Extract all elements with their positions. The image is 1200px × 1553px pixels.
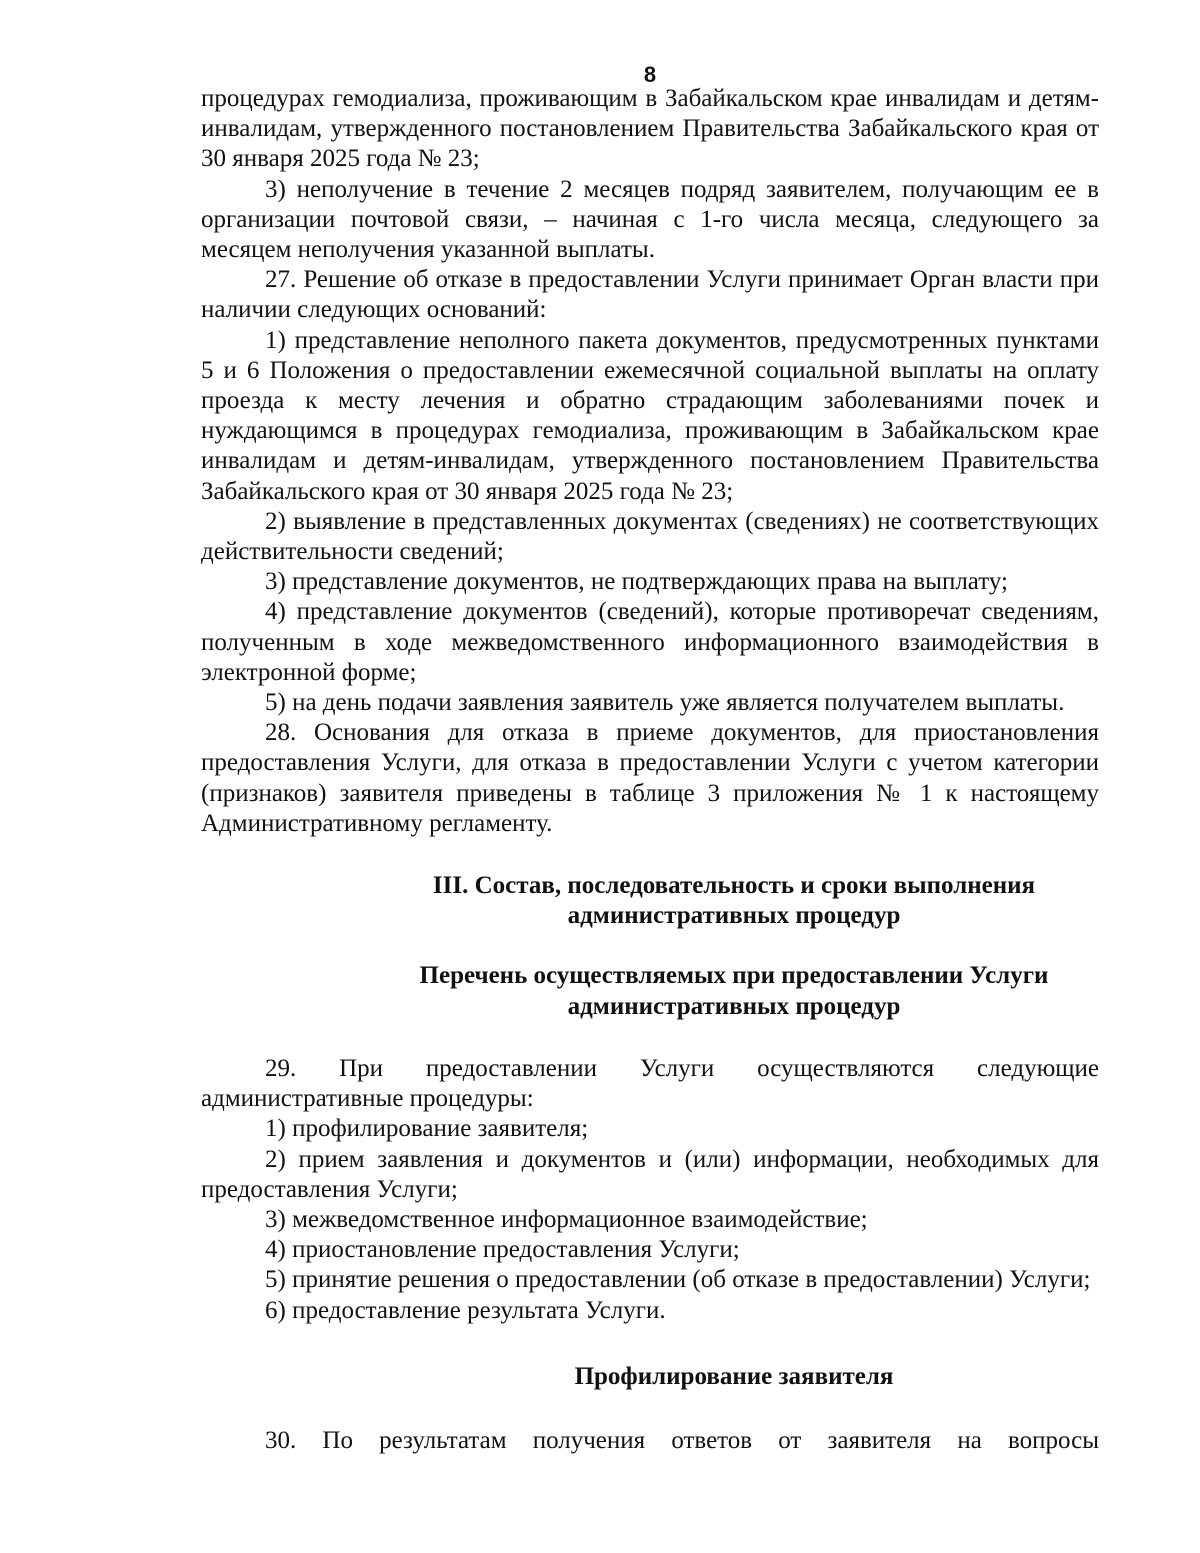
section-heading-line: административных процедур [567,902,901,930]
subsection-heading-line: административных процедур [567,992,901,1020]
document-body [201,84,1099,1456]
section-heading [201,871,1099,931]
paragraph: 29. При предоставлении Услуги осуществляются следующие административные процедуры: [201,1054,1099,1113]
paragraph: 30. По результатам получения ответов от заявителя на вопросы [265,1426,1099,1454]
paragraph: 2) выявление в представленных документах (сведениях) не соответствующих действительности сведений; [201,507,1099,566]
paragraph: 3) неполучение в течение 2 месяцев подряд заявителем, получающим ее в организации почтовой связи, – начиная с 1-го числа месяца, следующего за месяцем неполучения указанной выплаты. [201,175,1099,264]
subsection-heading-line: Перечень осуществляемых при предоставлении Услуги [419,962,1049,990]
profiling-heading-text: Профилирование заявителя [574,1362,894,1390]
paragraph: 27. Решение об отказе в предоставлении Услуги принимает Орган власти при наличии следующих оснований: [201,266,1099,324]
list-item: 6) предоставление результата Услуги. [265,1296,666,1324]
profiling-heading [201,1362,1099,1392]
list-item: 5) принятие решения о предоставлении (об отказе в предоставлении) Услуги; [265,1266,1091,1294]
paragraph: 1) представление неполного пакета документов, предусмотренных пунктами 5 и 6 Положения о предоставлении ежемесячной социальной выплаты на оплату проезда к месту лечения и обратно страдающим заболеваниями почек и нуждающимся в процедурах гемодиализа, проживающим в Забайкальском крае инвалидам и детям-инвалидам, утвержденного постановлением Правительства Забайкальского края от 30 января 2025 года № 23; [201,326,1099,505]
paragraph: процедурах гемодиализа, проживающим в Забайкальском крае инвалидам и детям-инвалидам, утвержденного постановлением Правительства Забайкальского края от 30 января 2025 года № 23; [201,85,1099,173]
list-item: 4) приостановление предоставления Услуги; [265,1236,740,1264]
list-item: 2) прием заявления и документов и (или) информации, необходимых для предоставления Услуги; [201,1145,1099,1203]
paragraph: 28. Основания для отказа в приеме документов, для приостановления предоставления Услуги, для отказа в предоставлении Услуги с учетом категории (признаков) заявителя приведены в таблице 3 приложения № 1 к настоящему Административному регламенту. [201,719,1099,837]
section-heading-line: III. Состав, последовательность и сроки выполнения [432,872,1036,900]
list-item: 1) профилирование заявителя; [265,1115,589,1143]
paragraph: 4) представление документов (сведений), которые противоречат сведениям, полученным в ходе межведомственного информационного взаимодействия в электронной форме; [201,598,1099,686]
paragraph: 5) на день подачи заявления заявитель уже является получателем выплаты. [265,689,1065,717]
list-item: 3) межведомственное информационное взаимодействие; [265,1205,868,1233]
subsection-heading [201,961,1099,1021]
page-number: 8 [643,62,657,87]
paragraph: 3) представление документов, не подтверждающих права на выплату; [265,568,1008,596]
